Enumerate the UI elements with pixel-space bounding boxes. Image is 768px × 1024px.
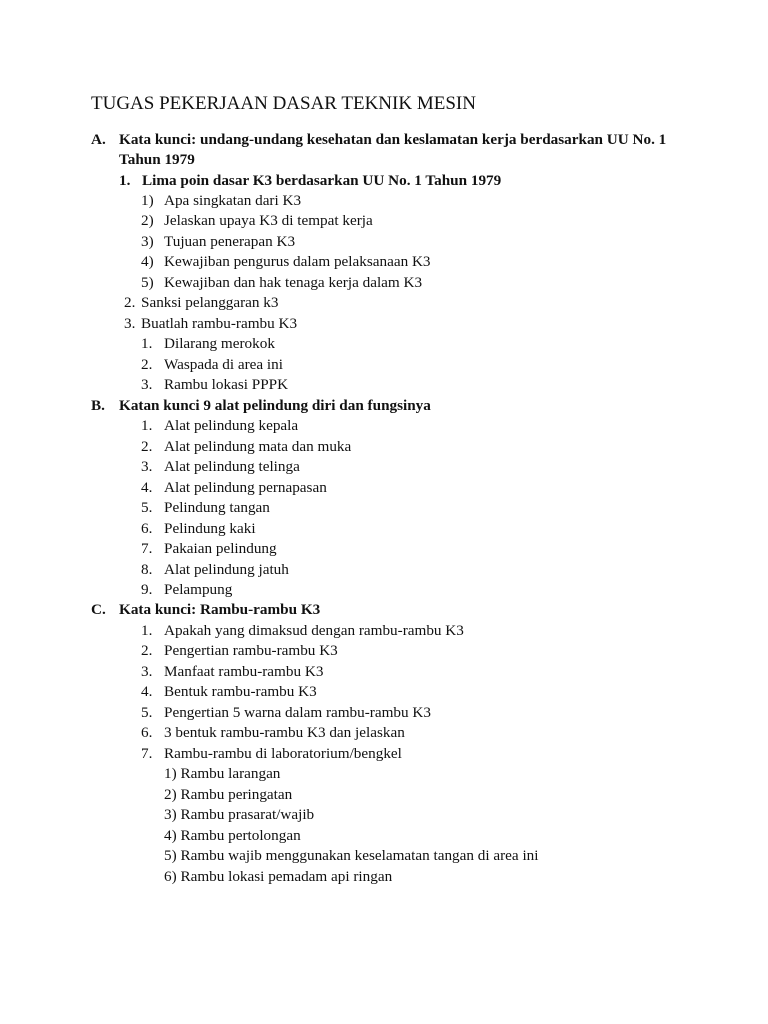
b-item-marker: 2.: [141, 438, 153, 455]
a-item3-sub-marker: 2.: [141, 356, 153, 373]
a-item1-sub-text: Jelaskan upaya K3 di tempat kerja: [164, 212, 373, 229]
c-sub-item: 4) Rambu pertolongan: [164, 827, 301, 844]
b-item-text: Pelindung kaki: [164, 520, 256, 537]
a-item3-sub-text: Dilarang merokok: [164, 335, 275, 352]
b-item-marker: 8.: [141, 561, 153, 578]
c-item-marker: 1.: [141, 622, 153, 639]
a-item3-sub-text: Rambu lokasi PPPK: [164, 376, 289, 393]
c-item-text: Pengertian rambu-rambu K3: [164, 642, 338, 659]
b-item-marker: 5.: [141, 499, 153, 516]
document-title: TUGAS PEKERJAAN DASAR TEKNIK MESIN: [91, 93, 476, 114]
a-item1-sub-marker: 3): [141, 233, 154, 250]
a-item1-sub-marker: 2): [141, 212, 154, 229]
a-item3-sub-text: Waspada di area ini: [164, 356, 283, 373]
c-sub-item: 2) Rambu peringatan: [164, 786, 293, 803]
a-item1-sub-text: Tujuan penerapan K3: [164, 233, 296, 250]
c-item-text: Pengertian 5 warna dalam rambu-rambu K3: [164, 704, 431, 721]
b-item-text: Pelindung tangan: [164, 499, 270, 516]
b-item-marker: 7.: [141, 540, 153, 557]
b-item-marker: 9.: [141, 581, 153, 598]
a-item1-sub-marker: 1): [141, 192, 154, 209]
c-item-marker: 5.: [141, 704, 153, 721]
b-item-text: Alat pelindung telinga: [164, 458, 300, 475]
a-item3-label: Buatlah rambu-rambu K3: [141, 315, 298, 332]
a-item1-sub-text: Kewajiban dan hak tenaga kerja dalam K3: [164, 274, 423, 291]
a-item1-sub-marker: 4): [141, 253, 154, 270]
c-item-text: Rambu-rambu di laboratorium/bengkel: [164, 745, 402, 762]
a-item1-label: Lima poin dasar K3 berdasarkan UU No. 1 Tahun 1979: [142, 172, 502, 189]
b-item-marker: 6.: [141, 520, 153, 537]
section-a-heading-line1: Kata kunci: undang-undang kesehatan dan keslamatan kerja berdasarkan UU No. 1: [119, 131, 667, 148]
c-sub-item: 5) Rambu wajib menggunakan keselamatan tangan di area ini: [164, 847, 539, 864]
b-item-text: Alat pelindung pernapasan: [164, 479, 327, 496]
c-item-text: Apakah yang dimaksud dengan rambu-rambu K3: [164, 622, 464, 639]
c-sub-item: 1) Rambu larangan: [164, 765, 281, 782]
c-item-text: Bentuk rambu-rambu K3: [164, 683, 317, 700]
b-item-marker: 1.: [141, 417, 153, 434]
a-item2-marker: 2.: [124, 294, 136, 311]
a-item1-sub-marker: 5): [141, 274, 154, 291]
a-item1-sub-text: Apa singkatan dari K3: [164, 192, 302, 209]
c-item-marker: 2.: [141, 642, 153, 659]
b-item-text: Alat pelindung jatuh: [164, 561, 289, 578]
c-item-text: Manfaat rambu-rambu K3: [164, 663, 324, 680]
c-item-marker: 3.: [141, 663, 153, 680]
a-item3-sub-marker: 3.: [141, 376, 153, 393]
section-c-marker: C.: [91, 601, 106, 618]
a-item3-sub-marker: 1.: [141, 335, 153, 352]
section-b-marker: B.: [91, 397, 105, 414]
section-c-heading: Kata kunci: Rambu-rambu K3: [119, 601, 321, 618]
b-item-text: Alat pelindung mata dan muka: [164, 438, 352, 455]
b-item-text: Alat pelindung kepala: [164, 417, 299, 434]
b-item-text: Pakaian pelindung: [164, 540, 277, 557]
c-item-marker: 7.: [141, 745, 153, 762]
c-sub-item: 6) Rambu lokasi pemadam api ringan: [164, 868, 393, 885]
section-a-heading-line2: Tahun 1979: [119, 151, 195, 168]
b-item-marker: 3.: [141, 458, 153, 475]
section-b-heading: Katan kunci 9 alat pelindung diri dan fungsinya: [119, 397, 431, 414]
a-item1-sub-text: Kewajiban pengurus dalam pelaksanaan K3: [164, 253, 431, 270]
a-item1-marker: 1.: [119, 172, 131, 189]
section-a-marker: A.: [91, 131, 106, 148]
a-item3-marker: 3.: [124, 315, 136, 332]
a-item2-label: Sanksi pelanggaran k3: [141, 294, 279, 311]
c-item-marker: 6.: [141, 724, 153, 741]
c-item-marker: 4.: [141, 683, 153, 700]
c-item-text: 3 bentuk rambu-rambu K3 dan jelaskan: [164, 724, 405, 741]
c-sub-item: 3) Rambu prasarat/wajib: [164, 806, 315, 823]
b-item-text: Pelampung: [164, 581, 233, 598]
b-item-marker: 4.: [141, 479, 153, 496]
